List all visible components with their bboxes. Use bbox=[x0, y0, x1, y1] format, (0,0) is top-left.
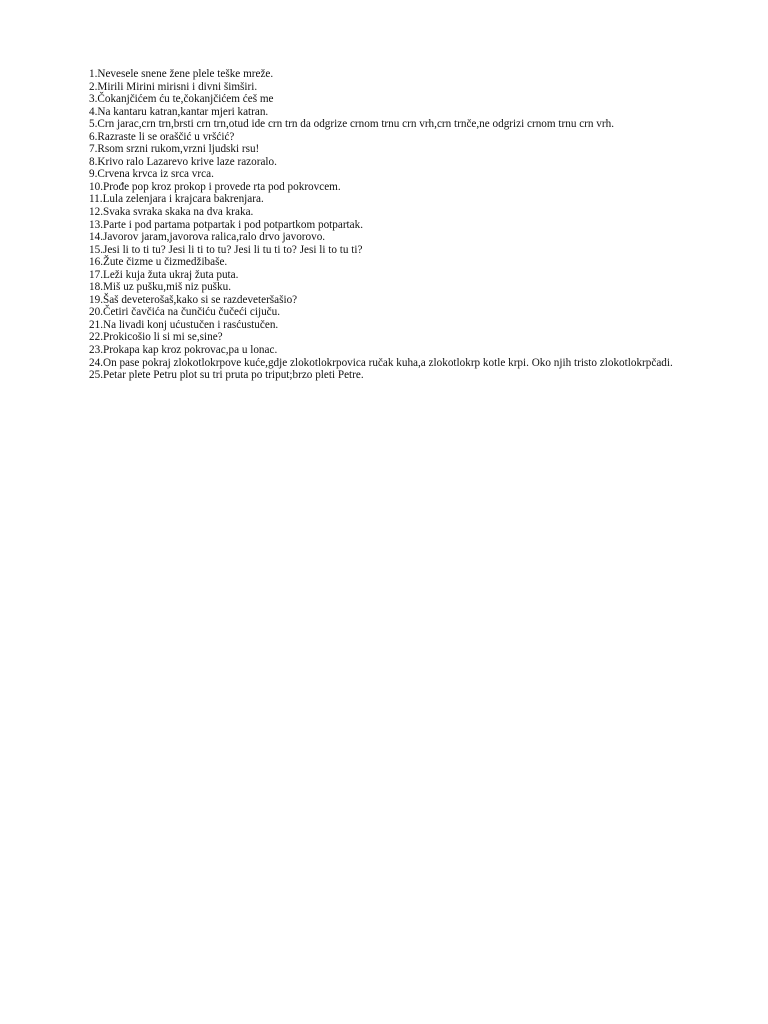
list-item: 17.Leži kuja žuta ukraj žuta puta. bbox=[89, 268, 239, 281]
list-item: 5.Crn jarac,crn trn,brsti crn trn,otud ide crn trn da odgrize crnom trnu crn vrh,crn trnče,ne odgrizi crnom trnu crn vrh. bbox=[89, 118, 615, 131]
list-item: 12.Svaka svraka skaka na dva kraka. bbox=[89, 206, 254, 219]
list-item: 1.Nevesele snene žene plele teške mreže. bbox=[89, 68, 274, 80]
list-item: 23.Prokapa kap kroz pokrovac,pa u lonac. bbox=[89, 344, 278, 357]
list-item: 10.Prođe pop kroz prokop i provede rta pod pokrovcem. bbox=[89, 180, 341, 193]
list-item: 13.Parte i pod partama potpartak i pod potpartkom potpartak. bbox=[89, 218, 364, 231]
list-item: 8.Krivo ralo Lazarevo krive laze razoralo. bbox=[89, 155, 277, 168]
list-item: 3.Čokanjčićem ću te,čokanjčićem ćeš me bbox=[89, 93, 274, 106]
list-item: 7.Rsom srzni rukom,vrzni ljudski rsu! bbox=[89, 143, 260, 156]
list-item: 15.Jesi li to ti tu? Jesi li ti to tu? Jesi li tu ti to? Jesi li to tu ti? bbox=[89, 243, 363, 256]
list-item: 9.Crvena krvca iz srca vrca. bbox=[89, 168, 214, 181]
list-item: 14.Javorov jaram,javorova ralica,ralo drvo javorovo. bbox=[89, 231, 326, 244]
list-item: 18.Miš uz pušku,miš niz pušku. bbox=[89, 281, 232, 294]
list-item: 19.Šaš deveterošaš,kako si se razdeveteršašio? bbox=[89, 293, 298, 306]
list-item: 22.Prokicošio li si mi se,sine? bbox=[89, 331, 223, 344]
list-item: 16.Žute čizme u čizmedžibaše. bbox=[89, 256, 228, 269]
list-item: 11.Lula zelenjara i krajcara bakrenjara. bbox=[89, 193, 264, 206]
tongue-twister-list bbox=[89, 68, 689, 382]
list-item: 2.Mirili Mirini mirisni i divni šimširi. bbox=[89, 80, 258, 93]
list-item: 6.Razraste li se oraščić u vršćić? bbox=[89, 130, 235, 143]
list-item: 20.Četiri čavčića na čunčiću čučeći cijuču. bbox=[89, 306, 281, 319]
list-item: 24.On pase pokraj zlokotlokrpove kuće,gdje zlokotlokrpovica ručak kuha,a zlokotlokrp kotle krpi. Oko njih tristo zlokotlokrpčadi. bbox=[89, 356, 673, 369]
list-item: 4.Na kantaru katran,kantar mjeri katran. bbox=[89, 105, 269, 118]
list-item: 21.Na livadi konj ućustučen i rasćustučen. bbox=[89, 318, 279, 331]
list-item: 25.Petar plete Petru plot su tri pruta po triput;brzo pleti Petre. bbox=[89, 369, 364, 382]
